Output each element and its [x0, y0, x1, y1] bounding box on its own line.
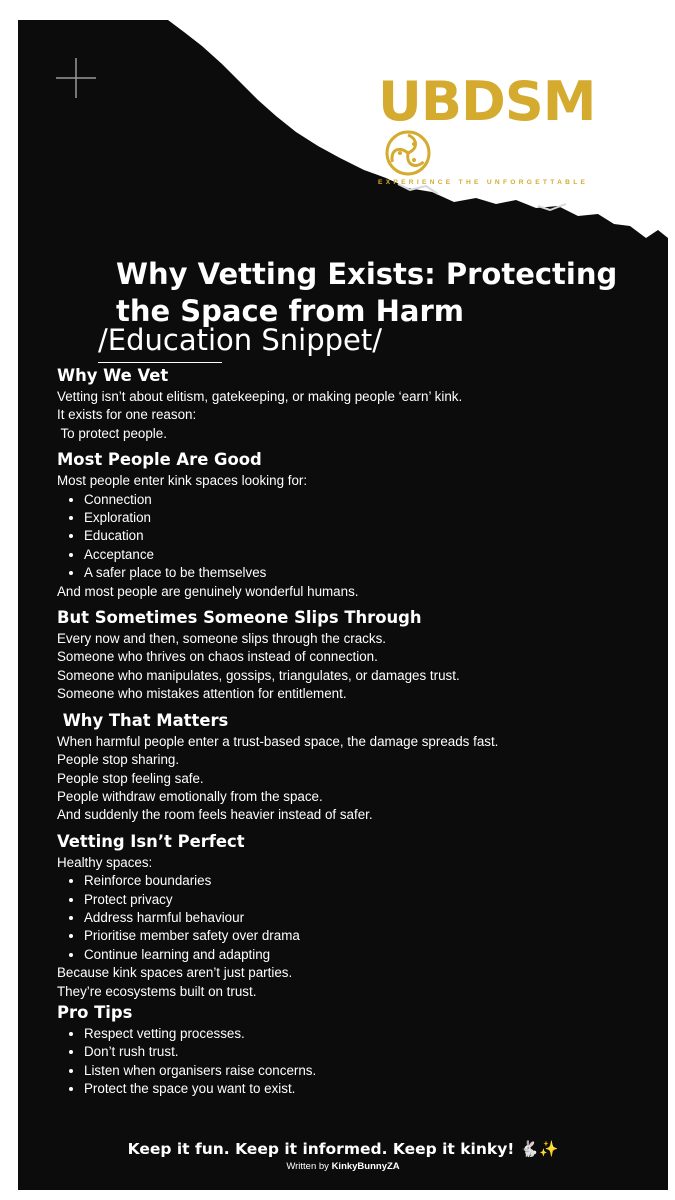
paragraph-line: Healthy spaces: [57, 854, 153, 870]
section-title-pro-tips: Pro Tips [57, 1002, 133, 1022]
paragraph-line: Vetting isn’t about elitism, gatekeeping, or making people ‘earn’ kink. [57, 389, 463, 404]
author-credit [18, 1160, 668, 1174]
page-subtitle: /Education Snippet/ [98, 323, 383, 357]
bullet-list [57, 872, 647, 964]
paragraph-line: It exists for one reason: [57, 407, 197, 423]
paragraph-line: People stop sharing. [57, 752, 180, 768]
list-item: • Respect vetting processes. [84, 1025, 647, 1043]
list-item: • Address harmful behaviour [84, 909, 647, 927]
paragraph-line: Most people enter kink spaces looking for: [57, 473, 308, 489]
paragraph-line: People stop feeling safe. [57, 770, 204, 786]
section-title-most-people: Most People Are Good [57, 450, 262, 470]
list-item: • Prioritise member safety over drama [84, 927, 647, 945]
bullet-list [57, 491, 647, 583]
subtitle-underline [98, 362, 222, 363]
section-title-slips-through: But Sometimes Someone Slips Through [57, 608, 422, 628]
paragraph-line: And suddenly the room feels heavier instead of safer. [57, 807, 373, 823]
list-item: • A safer place to be themselves [84, 564, 647, 582]
brand-tagline: EXPERIENCE THE UNFORGETTABLE [378, 179, 589, 186]
paragraph-line: To protect people. [57, 425, 167, 441]
page-title: Why Vetting Exists: Protecting the Space from Harm [116, 257, 618, 328]
paragraph-line: Someone who mistakes attention for entitlement. [57, 686, 347, 702]
section-title-why-we-vet: Why We Vet [57, 366, 169, 385]
list-item: • Reinforce boundaries [84, 872, 647, 890]
list-item: • Education [84, 527, 647, 545]
paragraph-line: Someone who thrives on chaos instead of connection. [57, 649, 378, 665]
section-title-not-perfect: Vetting Isn’t Perfect [57, 831, 245, 851]
triskelion-icon [384, 129, 432, 177]
paragraph-line: And most people are genuinely wonderful humans. [57, 583, 359, 599]
footer [18, 1138, 668, 1174]
section-title-why-matters: Why That Matters [57, 710, 229, 730]
footer-tagline [18, 1138, 668, 1160]
list-item: • Exploration [84, 509, 647, 527]
author-name: KinkyBunnyZA [331, 1161, 400, 1172]
brand-logo [378, 70, 638, 186]
list-item: • Protect the space you want to exist. [84, 1080, 647, 1098]
list-item: • Acceptance [84, 546, 647, 564]
plus-icon [56, 58, 96, 98]
paragraph-line: Every now and then, someone slips through the cracks. [57, 631, 386, 647]
paragraph-line: Someone who manipulates, gossips, triangulates, or damages trust. [57, 667, 460, 683]
footer-tagline-text: Keep it fun. Keep it informed. Keep it kinky! [127, 1140, 515, 1158]
list-item: • Listen when organisers raise concerns. [84, 1062, 647, 1080]
paragraph-line: People withdraw emotionally from the space. [57, 788, 323, 804]
list-item: • Continue learning and adapting [84, 946, 647, 964]
brand-wordmark: UBDSM [378, 70, 596, 133]
paragraph-line: They’re ecosystems built on trust. [57, 983, 257, 999]
paragraph-line: Because kink spaces aren’t just parties. [57, 965, 293, 981]
list-item: • Connection [84, 491, 647, 509]
bunny-sparkle-icon: 🐇✨ [519, 1140, 559, 1158]
list-item: • Protect privacy [84, 891, 647, 909]
article-body [57, 364, 647, 1099]
paragraph-line: When harmful people enter a trust-based space, the damage spreads fast. [57, 733, 499, 749]
list-item: • Don’t rush trust. [84, 1043, 647, 1061]
credit-prefix: Written by [286, 1161, 332, 1172]
bullet-list [57, 1025, 647, 1099]
